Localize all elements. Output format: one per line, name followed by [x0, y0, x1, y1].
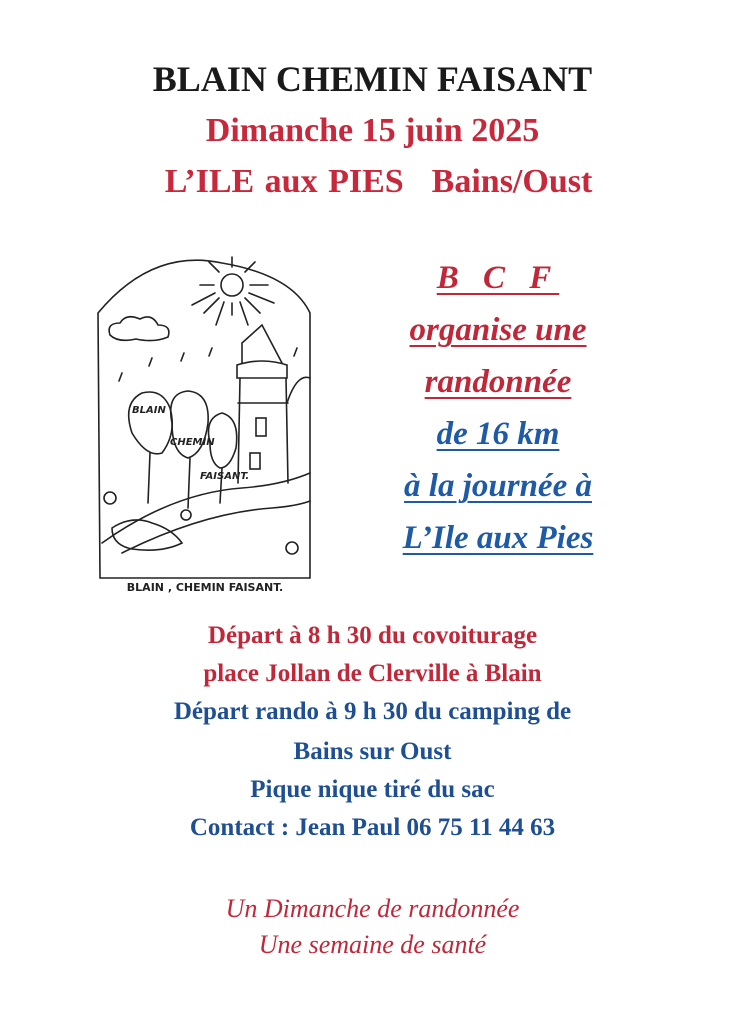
tower-icon: [237, 325, 288, 483]
shoes-icon: [112, 520, 182, 550]
cloud-icon: [109, 317, 169, 341]
trees-icon: [129, 377, 310, 508]
sun-rays: [192, 257, 274, 325]
slogan-line: Une semaine de santé: [258, 930, 487, 959]
slogan-line: Un Dimanche de randonnée: [225, 894, 520, 923]
announcement-line: à la journée à: [404, 468, 592, 504]
flower-icon: [104, 492, 116, 504]
place-name: L’ILE aux PIES: [164, 163, 404, 200]
announcement-line: L’Ile aux Pies: [402, 520, 594, 556]
event-place: [6, 163, 745, 201]
announcement-line: B C F: [436, 260, 560, 296]
detail-hike-start: Départ rando à 9 h 30 du camping de: [173, 698, 572, 725]
announcement-line: de 16 km: [436, 416, 560, 452]
event-date: Dimanche 15 juin 2025: [205, 112, 540, 149]
sun-icon: [221, 274, 243, 296]
logo-text-chemin: CHEMIN: [170, 437, 215, 448]
place-town: Bains/Oust: [431, 163, 593, 200]
road: [102, 473, 310, 553]
logo-text-blain: BLAIN: [132, 405, 166, 416]
club-title: BLAIN CHEMIN FAISANT: [152, 59, 593, 99]
detail-picnic: Pique nique tiré du sac: [250, 776, 495, 803]
detail-carpool-time: Départ à 8 h 30 du covoiturage: [207, 622, 538, 649]
frame-arch: [98, 260, 310, 578]
logo-caption: BLAIN , CHEMIN FAISANT.: [126, 581, 284, 594]
announcement-line: organise une: [409, 312, 587, 348]
announcement-block: [348, 252, 648, 564]
announcement-line: randonnée: [424, 364, 572, 400]
club-logo-drawing: [92, 253, 320, 598]
detail-contact: Contact : Jean Paul 06 75 11 44 63: [189, 814, 556, 841]
detail-carpool-place: place Jollan de Clerville à Blain: [203, 660, 542, 687]
detail-hike-place: Bains sur Oust: [293, 738, 452, 765]
rain-marks: [119, 348, 297, 381]
logo-text-faisant: FAISANT.: [200, 471, 250, 482]
